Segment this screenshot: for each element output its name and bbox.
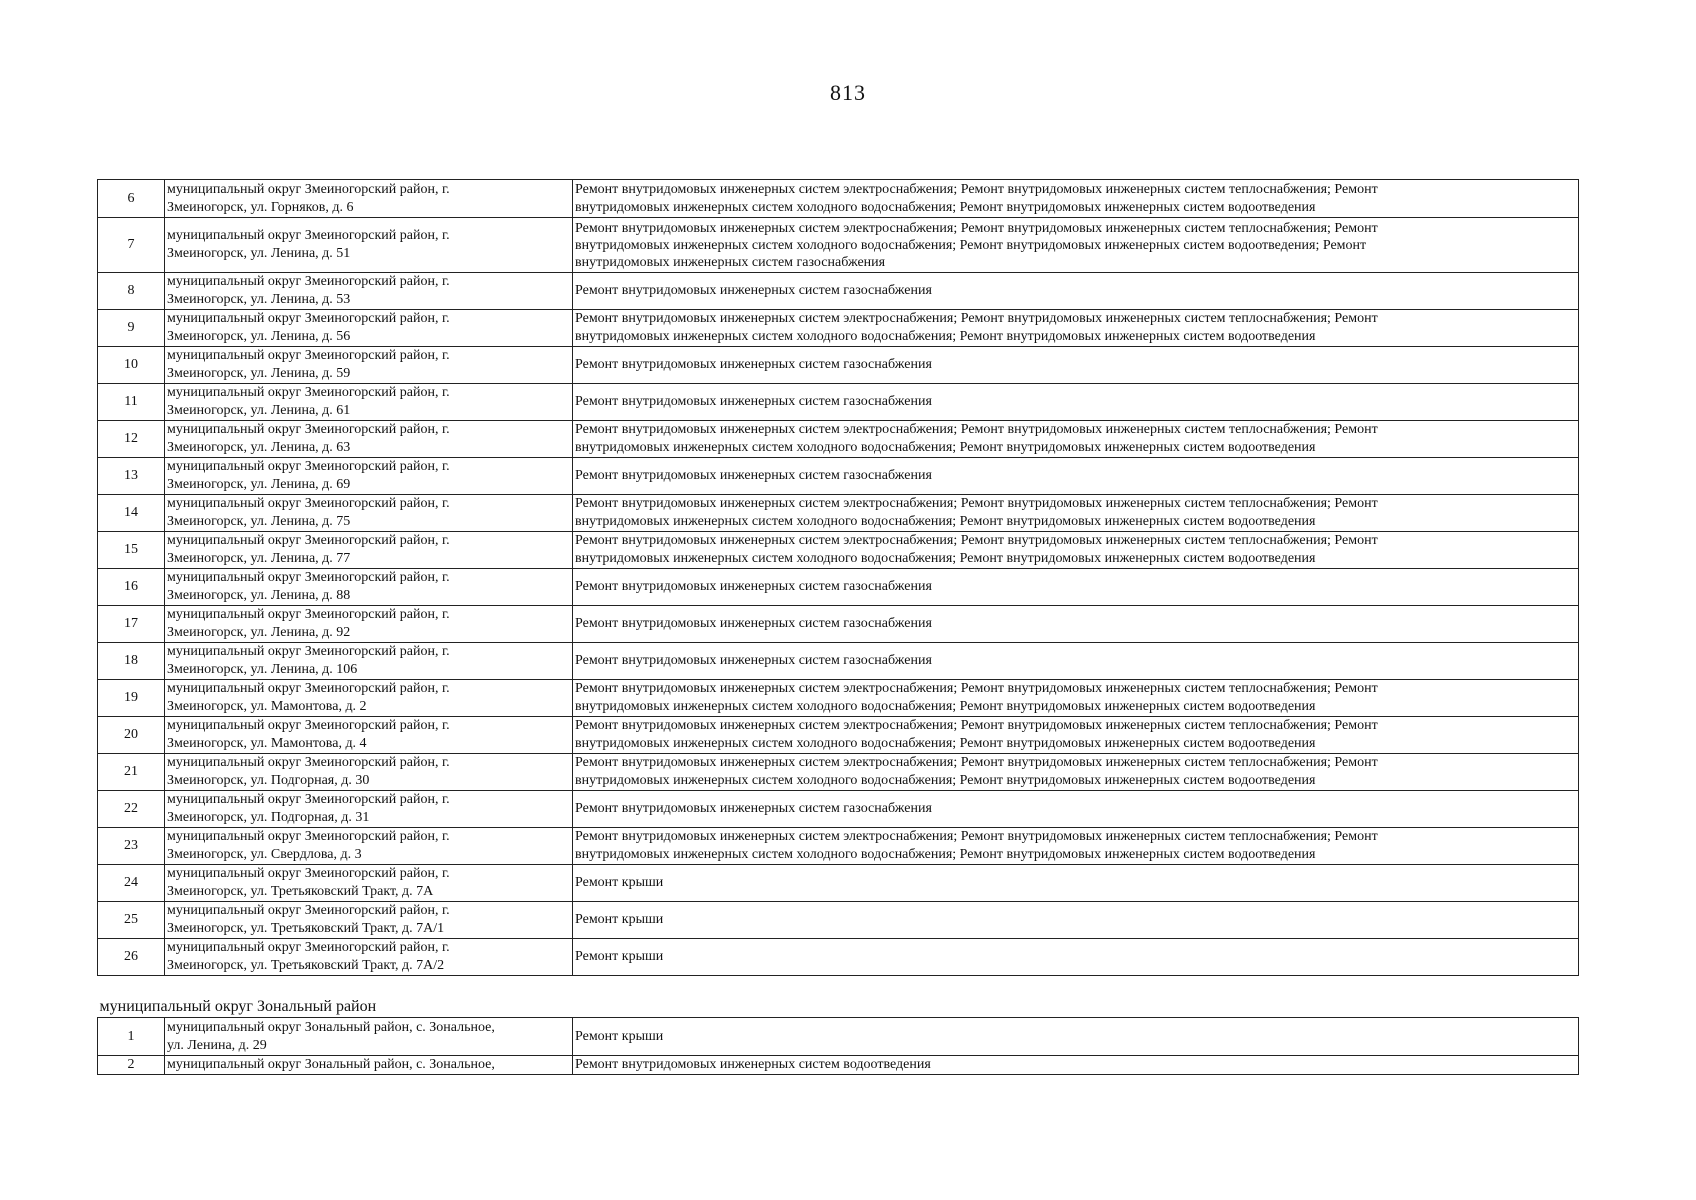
table-row [98, 680, 1579, 717]
work-type-line: Ремонт крыши [575, 912, 664, 927]
address-line: муниципальный округ Змеиногорский район, г. [167, 829, 450, 844]
table-row [98, 421, 1579, 458]
address-cell [165, 532, 573, 569]
work-type-cell [573, 939, 1579, 976]
row-number: 10 [98, 347, 165, 384]
table-row [98, 384, 1579, 421]
section-header-row [98, 976, 1579, 1018]
table-row [98, 939, 1579, 976]
work-type-cell [573, 458, 1579, 495]
work-type-line: Ремонт крыши [575, 875, 664, 890]
work-type-line: внутридомовых инженерных систем холодного водоснабжения; Ремонт внутридомовых инженерных систем водоотведения [575, 847, 1316, 862]
work-type-cell [573, 902, 1579, 939]
address-line: муниципальный округ Змеиногорский район, г. [167, 755, 450, 770]
work-type-cell [573, 1018, 1579, 1056]
row-number: 25 [98, 902, 165, 939]
table-row [98, 569, 1579, 606]
work-type-cell [573, 384, 1579, 421]
address-line: муниципальный округ Змеиногорский район, г. [167, 422, 450, 437]
work-type-cell [573, 865, 1579, 902]
table-row [98, 902, 1579, 939]
table-row [98, 1018, 1579, 1056]
work-type-line: Ремонт внутридомовых инженерных систем газоснабжения [575, 653, 932, 668]
address-cell [165, 347, 573, 384]
work-type-line: Ремонт внутридомовых инженерных систем газоснабжения [575, 579, 932, 594]
address-cell [165, 180, 573, 218]
address-line: муниципальный округ Змеиногорский район, г. [167, 718, 450, 733]
address-cell [165, 828, 573, 865]
table-row [98, 273, 1579, 310]
work-type-line: внутридомовых инженерных систем холодного водоснабжения; Ремонт внутридомовых инженерных систем водоотведения [575, 514, 1316, 529]
work-type-line: внутридомовых инженерных систем холодного водоснабжения; Ремонт внутридомовых инженерных систем водоотведения; Ремонт [575, 237, 1367, 253]
table-row [98, 458, 1579, 495]
table-row [98, 643, 1579, 680]
table-row [98, 180, 1579, 218]
row-number: 1 [98, 1018, 165, 1056]
address-line: муниципальный округ Змеиногорский район, г. [167, 533, 450, 548]
work-type-line: Ремонт внутридомовых инженерных систем электроснабжения; Ремонт внутридомовых инженерных систем теплоснабжения; Ремонт [575, 533, 1378, 548]
address-cell [165, 495, 573, 532]
work-type-line: внутридомовых инженерных систем холодного водоснабжения; Ремонт внутридомовых инженерных систем водоотведения [575, 699, 1316, 714]
address-line: Змеиногорск, ул. Горняков, д. 6 [167, 199, 354, 215]
work-type-cell [573, 310, 1579, 347]
address-line: Змеиногорск, ул. Ленина, д. 88 [167, 588, 351, 603]
table-row [98, 717, 1579, 754]
address-line: муниципальный округ Змеиногорский район, г. [167, 228, 450, 243]
address-line: Змеиногорск, ул. Ленина, д. 53 [167, 292, 351, 307]
row-number: 20 [98, 717, 165, 754]
address-line: Змеиногорск, ул. Ленина, д. 61 [167, 403, 351, 418]
work-type-line: Ремонт внутридомовых инженерных систем электроснабжения; Ремонт внутридомовых инженерных систем теплоснабжения; Ремонт [575, 220, 1378, 236]
table-row [98, 1056, 1579, 1075]
address-line: Змеиногорск, ул. Третьяковский Тракт, д. 7А/2 [167, 958, 445, 973]
address-line: муниципальный округ Зональный район, с. Зональное, [167, 1019, 495, 1035]
address-line: Змеиногорск, ул. Ленина, д. 63 [167, 440, 351, 455]
address-line: муниципальный округ Змеиногорский район, г. [167, 348, 450, 363]
row-number: 8 [98, 273, 165, 310]
work-type-line: внутридомовых инженерных систем холодного водоснабжения; Ремонт внутридомовых инженерных систем водоотведения [575, 773, 1316, 788]
address-line: муниципальный округ Змеиногорский район, г. [167, 311, 450, 326]
work-type-line: Ремонт внутридомовых инженерных систем газоснабжения [575, 283, 932, 298]
address-line: муниципальный округ Змеиногорский район, г. [167, 681, 450, 696]
address-line: Змеиногорск, ул. Ленина, д. 75 [167, 514, 351, 529]
table-row [98, 754, 1579, 791]
address-cell [165, 754, 573, 791]
work-type-cell [573, 532, 1579, 569]
address-line: Змеиногорск, ул. Ленина, д. 92 [167, 625, 351, 640]
address-line: Змеиногорск, ул. Подгорная, д. 30 [167, 773, 370, 788]
work-type-line: Ремонт внутридомовых инженерных систем электроснабжения; Ремонт внутридомовых инженерных систем теплоснабжения; Ремонт [575, 496, 1378, 511]
address-cell [165, 1056, 573, 1075]
address-line: Змеиногорск, ул. Подгорная, д. 31 [167, 810, 370, 825]
work-type-cell [573, 791, 1579, 828]
row-number: 11 [98, 384, 165, 421]
address-line: муниципальный округ Змеиногорский район, г. [167, 181, 450, 197]
address-line: муниципальный округ Змеиногорский район, г. [167, 866, 450, 881]
work-type-line: Ремонт крыши [575, 949, 664, 964]
work-type-line: внутридомовых инженерных систем холодного водоснабжения; Ремонт внутридомовых инженерных систем водоотведения [575, 736, 1316, 751]
work-type-cell [573, 569, 1579, 606]
address-line: муниципальный округ Змеиногорский район, г. [167, 644, 450, 659]
table-row [98, 828, 1579, 865]
work-type-line: Ремонт внутридомовых инженерных систем газоснабжения [575, 468, 932, 483]
address-cell [165, 273, 573, 310]
address-cell [165, 310, 573, 347]
table-row [98, 310, 1579, 347]
row-number: 15 [98, 532, 165, 569]
work-type-line: Ремонт внутридомовых инженерных систем газоснабжения [575, 801, 932, 816]
row-number: 26 [98, 939, 165, 976]
address-line: Змеиногорск, ул. Ленина, д. 69 [167, 477, 351, 492]
work-type-line: Ремонт крыши [575, 1028, 664, 1044]
address-line: муниципальный округ Змеиногорский район, г. [167, 496, 450, 511]
address-cell [165, 458, 573, 495]
address-cell [165, 421, 573, 458]
work-type-cell [573, 273, 1579, 310]
section-title: муниципальный округ Зональный район [98, 976, 1579, 1018]
work-type-line: Ремонт внутридомовых инженерных систем электроснабжения; Ремонт внутридомовых инженерных систем теплоснабжения; Ремонт [575, 422, 1378, 437]
work-type-line: Ремонт внутридомовых инженерных систем электроснабжения; Ремонт внутридомовых инженерных систем теплоснабжения; Ремонт [575, 311, 1378, 326]
address-line: Змеиногорск, ул. Ленина, д. 51 [167, 246, 351, 261]
address-line: муниципальный округ Змеиногорский район, г. [167, 385, 450, 400]
address-line: ул. Ленина, д. 29 [167, 1037, 267, 1053]
address-line: Змеиногорск, ул. Третьяковский Тракт, д. 7А [167, 884, 434, 899]
address-cell [165, 606, 573, 643]
work-type-line: Ремонт внутридомовых инженерных систем газоснабжения [575, 616, 932, 631]
table-row [98, 791, 1579, 828]
row-number: 16 [98, 569, 165, 606]
work-type-cell [573, 606, 1579, 643]
row-number: 14 [98, 495, 165, 532]
address-cell [165, 384, 573, 421]
address-line: муниципальный округ Змеиногорский район, г. [167, 792, 450, 807]
address-cell [165, 791, 573, 828]
address-line: Змеиногорск, ул. Ленина, д. 56 [167, 329, 351, 344]
page-number: 813 [830, 80, 866, 105]
work-type-line: Ремонт внутридомовых инженерных систем газоснабжения [575, 357, 932, 372]
address-line: Змеиногорск, ул. Свердлова, д. 3 [167, 847, 362, 862]
table-row [98, 532, 1579, 569]
address-line: Змеиногорск, ул. Ленина, д. 106 [167, 662, 358, 677]
row-number: 17 [98, 606, 165, 643]
row-number: 7 [98, 218, 165, 273]
address-cell [165, 569, 573, 606]
table-row [98, 606, 1579, 643]
work-type-line: внутридомовых инженерных систем холодного водоснабжения; Ремонт внутридомовых инженерных систем водоотведения [575, 440, 1316, 455]
work-type-cell [573, 347, 1579, 384]
work-type-cell [573, 180, 1579, 218]
row-number: 22 [98, 791, 165, 828]
row-number: 23 [98, 828, 165, 865]
address-line: муниципальный округ Змеиногорский район, г. [167, 274, 450, 289]
work-type-line: Ремонт внутридомовых инженерных систем электроснабжения; Ремонт внутридомовых инженерных систем теплоснабжения; Ремонт [575, 718, 1378, 733]
address-line: муниципальный округ Зональный район, с. Зональное, [167, 1057, 495, 1072]
work-type-cell [573, 828, 1579, 865]
row-number: 6 [98, 180, 165, 218]
work-type-line: Ремонт внутридомовых инженерных систем электроснабжения; Ремонт внутридомовых инженерных систем теплоснабжения; Ремонт [575, 181, 1378, 197]
work-type-line: Ремонт внутридомовых инженерных систем электроснабжения; Ремонт внутридомовых инженерных систем теплоснабжения; Ремонт [575, 829, 1378, 844]
work-type-cell [573, 754, 1579, 791]
table-row [98, 865, 1579, 902]
address-line: муниципальный округ Змеиногорский район, г. [167, 570, 450, 585]
address-line: муниципальный округ Змеиногорский район, г. [167, 607, 450, 622]
address-cell [165, 865, 573, 902]
work-type-line: Ремонт внутридомовых инженерных систем газоснабжения [575, 394, 932, 409]
address-line: Змеиногорск, ул. Мамонтова, д. 4 [167, 736, 367, 751]
table-row [98, 347, 1579, 384]
table-row [98, 495, 1579, 532]
row-number: 13 [98, 458, 165, 495]
address-cell [165, 643, 573, 680]
table-row [98, 218, 1579, 273]
work-type-cell [573, 680, 1579, 717]
address-cell [165, 939, 573, 976]
work-type-cell [573, 421, 1579, 458]
work-type-cell [573, 643, 1579, 680]
row-number: 2 [98, 1056, 165, 1075]
repair-table [97, 179, 1579, 1075]
row-number: 24 [98, 865, 165, 902]
row-number: 18 [98, 643, 165, 680]
work-type-line: внутридомовых инженерных систем холодного водоснабжения; Ремонт внутридомовых инженерных систем водоотведения [575, 329, 1316, 344]
row-number: 19 [98, 680, 165, 717]
address-line: Змеиногорск, ул. Ленина, д. 77 [167, 551, 351, 566]
address-cell [165, 1018, 573, 1056]
address-line: Змеиногорск, ул. Ленина, д. 59 [167, 366, 351, 381]
work-type-line: Ремонт внутридомовых инженерных систем электроснабжения; Ремонт внутридомовых инженерных систем теплоснабжения; Ремонт [575, 681, 1378, 696]
address-line: муниципальный округ Змеиногорский район, г. [167, 459, 450, 474]
work-type-line: внутридомовых инженерных систем холодного водоснабжения; Ремонт внутридомовых инженерных систем водоотведения [575, 551, 1316, 566]
work-type-cell [573, 717, 1579, 754]
work-type-cell [573, 495, 1579, 532]
address-line: муниципальный округ Змеиногорский район, г. [167, 903, 450, 918]
row-number: 12 [98, 421, 165, 458]
work-type-line: Ремонт внутридомовых инженерных систем водоотведения [575, 1057, 931, 1072]
address-cell [165, 680, 573, 717]
address-line: Змеиногорск, ул. Мамонтова, д. 2 [167, 699, 367, 714]
address-cell [165, 902, 573, 939]
work-type-line: внутридомовых инженерных систем газоснабжения [575, 254, 886, 270]
work-type-line: внутридомовых инженерных систем холодного водоснабжения; Ремонт внутридомовых инженерных систем водоотведения [575, 199, 1316, 215]
work-type-cell [573, 1056, 1579, 1075]
work-type-cell [573, 218, 1579, 273]
address-line: муниципальный округ Змеиногорский район, г. [167, 940, 450, 955]
address-cell [165, 218, 573, 273]
work-type-line: Ремонт внутридомовых инженерных систем электроснабжения; Ремонт внутридомовых инженерных систем теплоснабжения; Ремонт [575, 755, 1378, 770]
address-line: Змеиногорск, ул. Третьяковский Тракт, д. 7А/1 [167, 921, 445, 936]
address-cell [165, 717, 573, 754]
row-number: 9 [98, 310, 165, 347]
row-number: 21 [98, 754, 165, 791]
